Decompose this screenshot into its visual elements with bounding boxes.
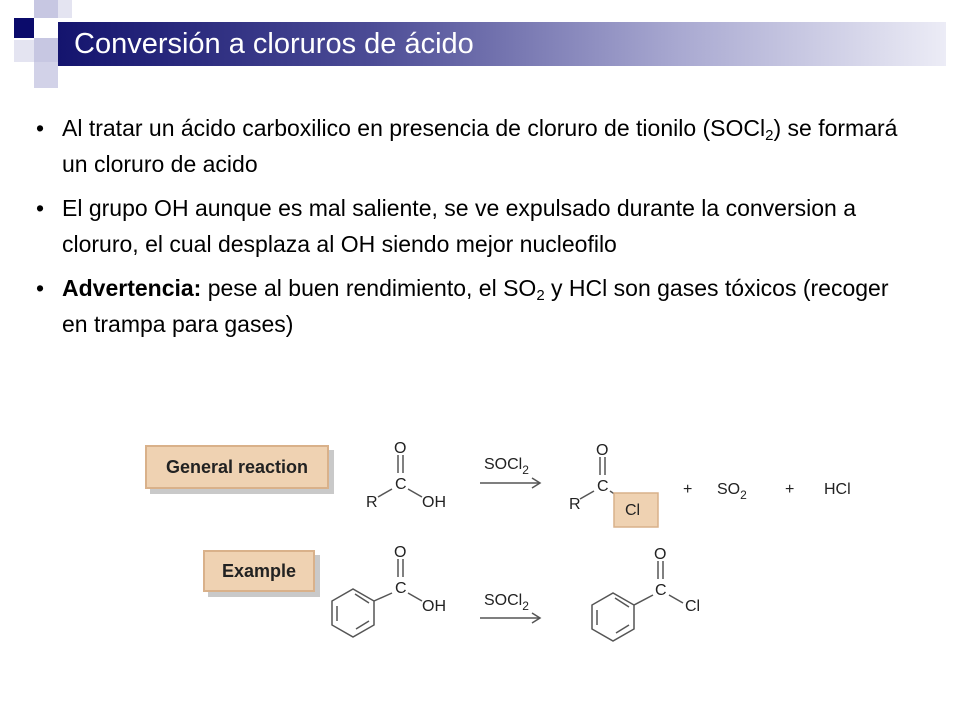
plus-sign: + bbox=[683, 481, 693, 498]
bullet-text: y HCl son gases tóxicos (recoger en trampa para gases) bbox=[62, 275, 889, 337]
atom-label: O bbox=[596, 442, 609, 459]
atom-label: Cl bbox=[685, 598, 701, 615]
reagent-text: SOCl bbox=[484, 456, 523, 473]
so2-text: SO bbox=[717, 481, 741, 498]
decor-square bbox=[34, 38, 58, 62]
bullet-item bbox=[36, 110, 916, 182]
bullet-text: Al tratar un ácido carboxilico en presencia de cloruro de tionilo (SOCl bbox=[62, 115, 766, 141]
subscript: 2 bbox=[765, 127, 774, 144]
atom-label: OH bbox=[422, 598, 446, 615]
warning-label: Advertencia: bbox=[62, 275, 202, 301]
atom-label: C bbox=[395, 580, 407, 597]
bullet-item bbox=[36, 270, 916, 342]
reagent-subscript: 2 bbox=[522, 463, 529, 477]
reagent-label bbox=[484, 592, 529, 613]
bullet-text: pese al buen rendimiento, el SO bbox=[201, 275, 537, 301]
atom-label: Cl bbox=[625, 502, 641, 519]
atom-label: C bbox=[655, 582, 667, 599]
so2-label bbox=[717, 481, 747, 502]
atom-label: O bbox=[394, 544, 407, 561]
decor-square bbox=[14, 40, 34, 62]
reagent-label bbox=[484, 456, 529, 477]
decor-square bbox=[58, 0, 72, 18]
reaction-scheme bbox=[130, 425, 870, 665]
reaction-diagram bbox=[130, 425, 870, 665]
atom-label: R bbox=[366, 494, 378, 511]
bullet-text: ) se formará un cloruro de acido bbox=[62, 115, 898, 177]
atom-label: OH bbox=[422, 494, 446, 511]
so2-subscript: 2 bbox=[740, 488, 747, 502]
atom-label: R bbox=[569, 496, 581, 513]
bullet-item bbox=[36, 190, 916, 262]
decor-square bbox=[34, 62, 58, 88]
atom-label: C bbox=[395, 476, 407, 493]
reagent-text: SOCl bbox=[484, 592, 523, 609]
plus-sign: + bbox=[785, 481, 795, 498]
hcl-label: HCl bbox=[824, 481, 851, 498]
decor-square bbox=[34, 0, 58, 18]
bullet-list bbox=[36, 110, 916, 350]
example-label: Example bbox=[203, 550, 315, 592]
slide-title: Conversión a cloruros de ácido bbox=[74, 28, 474, 60]
atom-label: O bbox=[394, 440, 407, 457]
decor-square-dark bbox=[14, 18, 34, 38]
reagent-subscript: 2 bbox=[522, 599, 529, 613]
bullet-text: El grupo OH aunque es mal saliente, se ve expulsado durante la conversion a cloruro, el cual desplaza al OH siendo mejor nucleofilo bbox=[62, 195, 856, 257]
atom-label: O bbox=[654, 546, 667, 563]
atom-label: C bbox=[597, 478, 609, 495]
subscript: 2 bbox=[536, 287, 545, 304]
general-reaction-label: General reaction bbox=[145, 445, 329, 489]
